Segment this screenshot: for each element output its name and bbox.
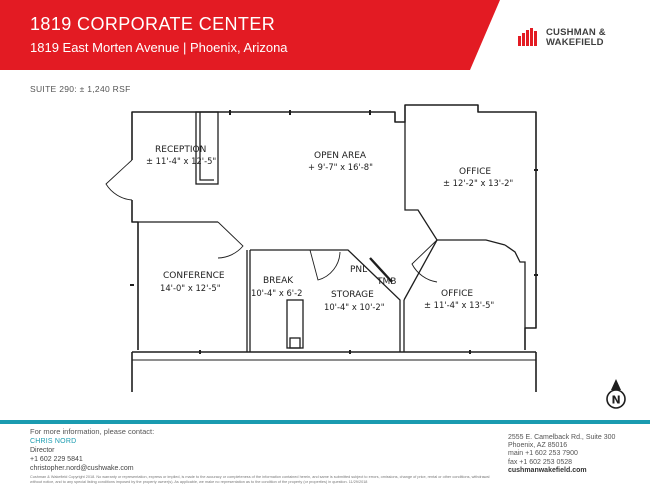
room-reception-name: RECEPTION [155, 145, 207, 155]
contact-title: Director [30, 447, 55, 454]
room-office-1-name: OFFICE [459, 167, 492, 177]
room-office-2-name: OFFICE [441, 289, 474, 299]
room-break-dims: 10'-4" x 6'-2 [251, 288, 303, 298]
address-line-2: Phoenix, AZ 85016 [508, 442, 568, 450]
office-address [508, 434, 615, 475]
main-phone[interactable]: main +1 602 253 7900 [508, 450, 578, 458]
logo-line-2: WAKEFIELD [546, 37, 604, 48]
room-open-area-dims: + 9'-7" x 16'-8" [308, 162, 373, 172]
fax-number: fax +1 602 253 0528 [508, 458, 573, 466]
logo-line-1: CUSHMAN & [546, 27, 606, 38]
contact-email[interactable]: christopher.nord@cushwake.com [30, 465, 134, 472]
pnl-label: PNL [350, 265, 368, 275]
footer-rule [0, 420, 650, 424]
contact-intro: For more information, please contact: [30, 427, 155, 436]
room-conference-dims: 14'-0" x 12'-5" [160, 283, 221, 293]
room-reception-dims: ± 11'-4" x 12'-5" [146, 156, 217, 166]
door-swings [106, 160, 437, 282]
contact-phone[interactable]: +1 602 229 5841 [30, 456, 83, 463]
website-link[interactable]: cushmanwakefield.com [508, 466, 587, 474]
page-title: 1819 CORPORATE CENTER [30, 14, 276, 34]
page-subtitle: 1819 East Morten Avenue | Phoenix, Arizona [30, 40, 288, 55]
tmb-label: TMB [377, 277, 397, 287]
room-conference-name: CONFERENCE [163, 271, 225, 281]
room-office-1-dims: ± 12'-2" x 13'-2" [443, 178, 514, 188]
contact-name: CHRIS NORD [30, 438, 77, 445]
room-break-name: BREAK [263, 276, 294, 286]
address-line-1: 2555 E. Camelback Rd., Suite 300 [508, 434, 616, 441]
legal-disclaimer: Cushman & Wakefield Copyright 2018. No warranty or representation, express or implied, is made to the accuracy or completeness of the information contained herein, and same is submitted subject to errors, omissions, change of price, rental or other conditions, withdrawal without notice, and to any special listing conditions imposed by the property owner(s). As applicable, we make no representation as to the condition of the property (or properties) in question. 11/29/2018 [30, 475, 490, 484]
north-label: N [611, 393, 621, 407]
room-storage-name: STORAGE [331, 290, 374, 300]
room-office-2-dims: ± 11'-4" x 13'-5" [424, 300, 495, 310]
room-open-area-name: OPEN AREA [314, 151, 367, 161]
room-storage-dims: 10'-4" x 10'-2" [324, 302, 385, 312]
north-arrow-icon [607, 379, 625, 408]
suite-label: SUITE 290: ± 1,240 RSF [30, 84, 131, 94]
